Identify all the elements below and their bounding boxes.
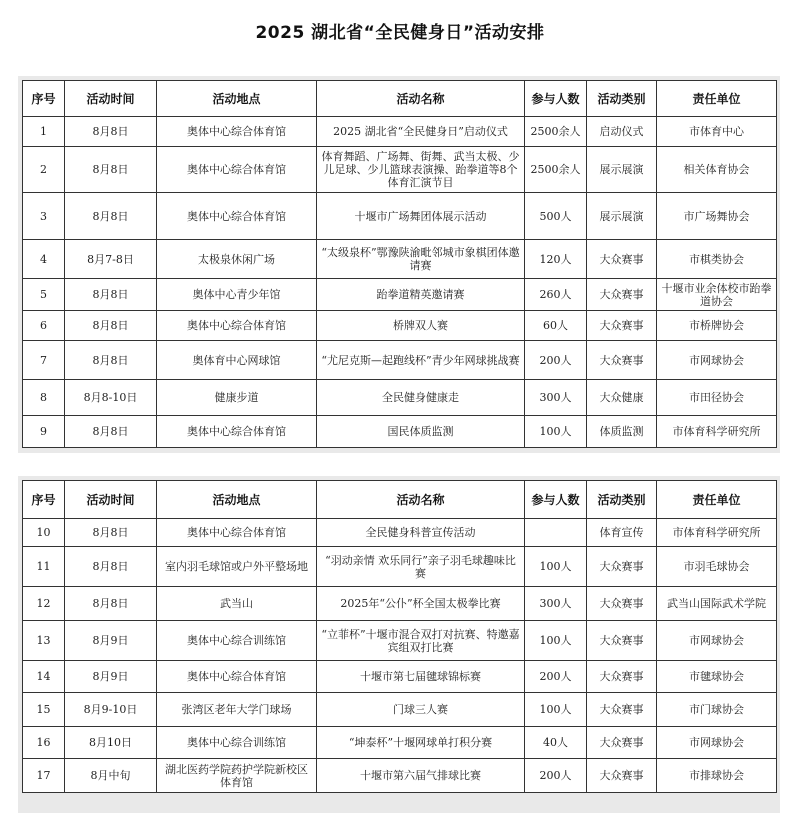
header-name: 活动名称 <box>317 481 525 519</box>
cell-count: 100人 <box>525 416 587 448</box>
cell-time: 8月8-10日 <box>65 380 157 416</box>
cell-venue: 奥体中心综合体育馆 <box>157 147 317 193</box>
cell-unit: 市体育科学研究所 <box>657 416 777 448</box>
header-venue: 活动地点 <box>157 481 317 519</box>
cell-seq: 2 <box>23 147 65 193</box>
cell-name: 桥牌双人赛 <box>317 311 525 341</box>
cell-category: 体质监测 <box>587 416 657 448</box>
table-row <box>23 193 777 240</box>
header-seq: 序号 <box>23 81 65 117</box>
cell-category: 大众赛事 <box>587 759 657 793</box>
cell-time: 8月7-8日 <box>65 240 157 279</box>
header-time: 活动时间 <box>65 81 157 117</box>
table-row <box>23 416 777 448</box>
table-row <box>23 240 777 279</box>
cell-category: 大众赛事 <box>587 727 657 759</box>
cell-venue: 武当山 <box>157 587 317 621</box>
cell-unit: 市门球协会 <box>657 693 777 727</box>
cell-seq: 14 <box>23 661 65 693</box>
table-row <box>23 693 777 727</box>
cell-count: 260人 <box>525 279 587 311</box>
cell-name: 跆拳道精英邀请赛 <box>317 279 525 311</box>
cell-time: 8月10日 <box>65 727 157 759</box>
table-row <box>23 727 777 759</box>
cell-count: 200人 <box>525 759 587 793</box>
cell-venue: 奥体中心综合训练馆 <box>157 621 317 661</box>
cell-count: 300人 <box>525 380 587 416</box>
cell-count: 2500余人 <box>525 117 587 147</box>
cell-count: 500人 <box>525 193 587 240</box>
cell-category: 大众赛事 <box>587 341 657 380</box>
cell-venue: 太极泉休闲广场 <box>157 240 317 279</box>
header-unit: 责任单位 <box>657 81 777 117</box>
cell-seq: 17 <box>23 759 65 793</box>
cell-count: 40人 <box>525 727 587 759</box>
cell-time: 8月9日 <box>65 621 157 661</box>
cell-category: 体育宣传 <box>587 519 657 547</box>
cell-category: 大众赛事 <box>587 279 657 311</box>
cell-seq: 5 <box>23 279 65 311</box>
cell-venue: 湖北医药学院药护学院新校区体育馆 <box>157 759 317 793</box>
cell-seq: 12 <box>23 587 65 621</box>
cell-time: 8月8日 <box>65 117 157 147</box>
cell-venue: 奥体中心综合体育馆 <box>157 117 317 147</box>
table-row <box>23 147 777 193</box>
cell-unit: 市广场舞协会 <box>657 193 777 240</box>
cell-seq: 15 <box>23 693 65 727</box>
cell-unit: 市网球协会 <box>657 621 777 661</box>
table-row <box>23 547 777 587</box>
cell-unit: 市网球协会 <box>657 727 777 759</box>
cell-unit: 市田径协会 <box>657 380 777 416</box>
cell-unit: 市桥牌协会 <box>657 311 777 341</box>
header-row <box>23 81 777 117</box>
cell-time: 8月8日 <box>65 147 157 193</box>
cell-name: 十堰市第七届毽球锦标赛 <box>317 661 525 693</box>
cell-name: “羽动亲情 欢乐同行”亲子羽毛球趣味比赛 <box>317 547 525 587</box>
header-seq: 序号 <box>23 481 65 519</box>
header-category: 活动类别 <box>587 81 657 117</box>
cell-unit: 市体育中心 <box>657 117 777 147</box>
cell-venue: 奥体中心综合体育馆 <box>157 416 317 448</box>
table-row <box>23 661 777 693</box>
schedule-panel-2 <box>18 476 780 813</box>
cell-time: 8月8日 <box>65 519 157 547</box>
cell-venue: 室内羽毛球馆或户外平整场地 <box>157 547 317 587</box>
cell-count: 100人 <box>525 547 587 587</box>
cell-time: 8月8日 <box>65 416 157 448</box>
header-count: 参与人数 <box>525 81 587 117</box>
cell-count: 200人 <box>525 661 587 693</box>
table-row <box>23 341 777 380</box>
cell-venue: 健康步道 <box>157 380 317 416</box>
page-title: 2025 湖北省“全民健身日”活动安排 <box>255 23 545 43</box>
cell-name: 2025年“公仆”杯全国太极拳比赛 <box>317 587 525 621</box>
cell-category: 展示展演 <box>587 193 657 240</box>
cell-category: 大众赛事 <box>587 311 657 341</box>
cell-seq: 10 <box>23 519 65 547</box>
cell-unit: 相关体育协会 <box>657 147 777 193</box>
cell-name: “太级泉杯”鄂豫陕渝毗邻城市象棋团体邀请赛 <box>317 240 525 279</box>
schedule-table-1 <box>22 80 777 448</box>
cell-time: 8月8日 <box>65 547 157 587</box>
cell-count: 300人 <box>525 587 587 621</box>
cell-time: 8月8日 <box>65 193 157 240</box>
table-row <box>23 311 777 341</box>
header-row <box>23 481 777 519</box>
schedule-table-2 <box>22 480 777 793</box>
cell-venue: 奥体育中心网球馆 <box>157 341 317 380</box>
cell-count <box>525 519 587 547</box>
cell-unit: 市网球协会 <box>657 341 777 380</box>
cell-count: 2500余人 <box>525 147 587 193</box>
cell-name: 2025 湖北省“全民健身日”启动仪式 <box>317 117 525 147</box>
cell-name: 体育舞蹈、广场舞、街舞、武当太极、少儿足球、少儿篮球表演操、跆拳道等8个体育汇演节目 <box>317 147 525 193</box>
header-unit: 责任单位 <box>657 481 777 519</box>
cell-seq: 6 <box>23 311 65 341</box>
cell-name: 门球三人赛 <box>317 693 525 727</box>
cell-venue: 张湾区老年大学门球场 <box>157 693 317 727</box>
cell-time: 8月中旬 <box>65 759 157 793</box>
cell-venue: 奥体中心综合体育馆 <box>157 519 317 547</box>
cell-name: 全民健身科普宣传活动 <box>317 519 525 547</box>
cell-category: 大众赛事 <box>587 240 657 279</box>
header-count: 参与人数 <box>525 481 587 519</box>
cell-name: “坤泰杯”十堰网球单打积分赛 <box>317 727 525 759</box>
cell-unit: 市毽球协会 <box>657 661 777 693</box>
cell-time: 8月9-10日 <box>65 693 157 727</box>
table-row <box>23 279 777 311</box>
table-row <box>23 519 777 547</box>
cell-seq: 8 <box>23 380 65 416</box>
cell-category: 大众赛事 <box>587 547 657 587</box>
cell-name: 十堰市广场舞团体展示活动 <box>317 193 525 240</box>
cell-seq: 11 <box>23 547 65 587</box>
cell-seq: 16 <box>23 727 65 759</box>
cell-count: 60人 <box>525 311 587 341</box>
cell-seq: 9 <box>23 416 65 448</box>
cell-venue: 奥体中心青少年馆 <box>157 279 317 311</box>
cell-venue: 奥体中心综合训练馆 <box>157 727 317 759</box>
table-row <box>23 117 777 147</box>
cell-unit: 市排球协会 <box>657 759 777 793</box>
table-row <box>23 759 777 793</box>
cell-unit: 市羽毛球协会 <box>657 547 777 587</box>
cell-name: 十堰市第六届气排球比赛 <box>317 759 525 793</box>
cell-name: “尤尼克斯—起跑线杯”青少年网球挑战赛 <box>317 341 525 380</box>
table-body-2 <box>23 519 777 793</box>
header-time: 活动时间 <box>65 481 157 519</box>
cell-unit: 市棋类协会 <box>657 240 777 279</box>
table-body-1 <box>23 117 777 448</box>
cell-category: 大众健康 <box>587 380 657 416</box>
cell-time: 8月8日 <box>65 587 157 621</box>
cell-category: 展示展演 <box>587 147 657 193</box>
cell-unit: 十堰市业余体校市跆拳道协会 <box>657 279 777 311</box>
cell-name: 国民体质监测 <box>317 416 525 448</box>
header-name: 活动名称 <box>317 81 525 117</box>
cell-unit: 武当山国际武术学院 <box>657 587 777 621</box>
cell-seq: 4 <box>23 240 65 279</box>
cell-category: 大众赛事 <box>587 693 657 727</box>
cell-name: “立菲杯”十堰市混合双打对抗赛、特邀嘉宾组双打比赛 <box>317 621 525 661</box>
cell-venue: 奥体中心综合体育馆 <box>157 193 317 240</box>
cell-venue: 奥体中心综合体育馆 <box>157 661 317 693</box>
cell-seq: 3 <box>23 193 65 240</box>
cell-name: 全民健身健康走 <box>317 380 525 416</box>
cell-time: 8月8日 <box>65 311 157 341</box>
cell-seq: 7 <box>23 341 65 380</box>
cell-count: 100人 <box>525 693 587 727</box>
cell-count: 120人 <box>525 240 587 279</box>
header-venue: 活动地点 <box>157 81 317 117</box>
cell-venue: 奥体中心综合体育馆 <box>157 311 317 341</box>
schedule-panel-1 <box>18 76 780 453</box>
cell-category: 大众赛事 <box>587 587 657 621</box>
cell-count: 200人 <box>525 341 587 380</box>
cell-seq: 1 <box>23 117 65 147</box>
header-category: 活动类别 <box>587 481 657 519</box>
cell-count: 100人 <box>525 621 587 661</box>
cell-time: 8月8日 <box>65 279 157 311</box>
cell-time: 8月8日 <box>65 341 157 380</box>
cell-category: 启动仪式 <box>587 117 657 147</box>
cell-category: 大众赛事 <box>587 661 657 693</box>
table-row <box>23 621 777 661</box>
cell-category: 大众赛事 <box>587 621 657 661</box>
cell-unit: 市体育科学研究所 <box>657 519 777 547</box>
cell-time: 8月9日 <box>65 661 157 693</box>
cell-seq: 13 <box>23 621 65 661</box>
table-row <box>23 380 777 416</box>
table-row <box>23 587 777 621</box>
